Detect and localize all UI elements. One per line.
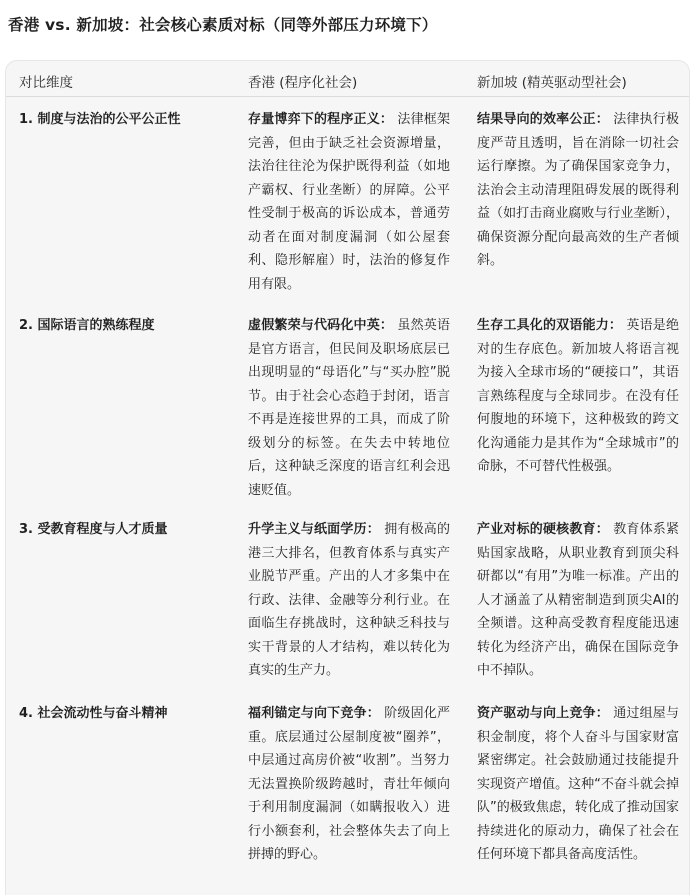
hong-kong-text: 法律框架完善，但由于缺乏社会资源增量，法治往往沦为保护既得利益（如地产霸权、行业垄断）的屏障。公平性受制于极高的诉讼成本，普通劳动者在面对制度漏洞（如公屋套利、隐形解雇）时，法治的修复作用有限。 xyxy=(248,112,450,292)
singapore-text: 通过组屋与积金制度，将个人奋斗与国家财富紧密绑定。社会鼓励通过技能提升实现资产增值。这种“不奋斗就会掉队”的极致焦虑，转化成了推动国家持续进化的原动力，确保了社会在任何环境下都具备高度活性。 xyxy=(477,706,679,862)
comparison-table xyxy=(5,60,690,895)
header-dimension: 对比维度 xyxy=(19,75,73,91)
singapore-cell xyxy=(477,518,679,683)
singapore-lead: 资产驱动与向上竞争： xyxy=(477,706,609,721)
singapore-cell xyxy=(477,314,679,479)
row-dimension: 3. 受教育程度与人才质量 xyxy=(19,522,168,537)
hong-kong-lead: 存量博弈下的程序正义： xyxy=(248,112,394,127)
table-header-row xyxy=(6,61,689,97)
hong-kong-lead: 虚假繁荣与代码化中英： xyxy=(248,318,394,333)
hong-kong-text: 虽然英语是官方语言，但民间及职场底层已出现明显的“母语化”与“买办腔”脱节。由于社会心态趋于封闭，语言不再是连接世界的工具，而成了阶级划分的标签。在失去中转地位后，这种缺乏深度的语言红利会迅速贬值。 xyxy=(248,318,450,498)
row-dimension: 4. 社会流动性与奋斗精神 xyxy=(19,706,168,721)
singapore-lead: 生存工具化的双语能力： xyxy=(477,318,623,333)
singapore-text: 英语是绝对的生存底色。新加坡人将语言视为接入全球市场的“硬接口”，其语言熟练程度与全球同步。在没有任何腹地的环境下，这种极致的跨文化沟通能力是其作为“全球城市”的命脉，不可替代性极强。 xyxy=(477,318,679,474)
header-singapore: 新加坡 (精英驱动型社会) xyxy=(477,75,627,91)
singapore-cell xyxy=(477,702,679,867)
hong-kong-cell xyxy=(248,518,450,683)
singapore-lead: 结果导向的效率公正： xyxy=(477,112,609,127)
hong-kong-text: 阶级固化严重。底层通过公屋制度被“圈养”，中层通过高房价被“收割”。当努力无法置换阶级跨越时，青壮年倾向于利用制度漏洞（如瞒报收入）进行小额套利，社会整体失去了向上拼搏的野心。 xyxy=(248,706,450,862)
singapore-text: 教育体系紧贴国家战略，从职业教育到顶尖科研都以“有用”为唯一标准。产出的人才涵盖了从精密制造到顶尖AI的全频谱。这种高受教育程度能迅速转化为经济产出，确保在国际竞争中不掉队。 xyxy=(477,522,679,678)
singapore-lead: 产业对标的硬核教育： xyxy=(477,522,609,537)
hong-kong-lead: 福利锚定与向下竞争： xyxy=(248,706,380,721)
hong-kong-cell xyxy=(248,108,450,296)
hong-kong-cell xyxy=(248,702,450,867)
page-title: 香港 vs. 新加坡：社会核心素质对标（同等外部压力环境下） xyxy=(8,16,438,34)
row-dimension: 2. 国际语言的熟练程度 xyxy=(19,318,155,333)
hong-kong-lead: 升学主义与纸面学历： xyxy=(248,522,380,537)
hong-kong-cell xyxy=(248,314,450,502)
singapore-cell xyxy=(477,108,679,273)
header-hong-kong: 香港 (程序化社会) xyxy=(248,75,358,91)
row-dimension: 1. 制度与法治的公平公正性 xyxy=(19,112,181,127)
singapore-text: 法律执行极度严苛且透明，旨在消除一切社会运行摩擦。为了确保国家竞争力，法治会主动清理阻碍发展的既得利益（如打击商业腐败与行业垄断），确保资源分配向最高效的生产者倾斜。 xyxy=(477,112,679,268)
hong-kong-text: 拥有极高的港三大排名，但教育体系与真实产业脱节严重。产出的人才多集中在行政、法律、金融等分利行业。在面临生存挑战时，这种缺乏科技与实干背景的人才结构，难以转化为真实的生产力。 xyxy=(248,522,450,678)
